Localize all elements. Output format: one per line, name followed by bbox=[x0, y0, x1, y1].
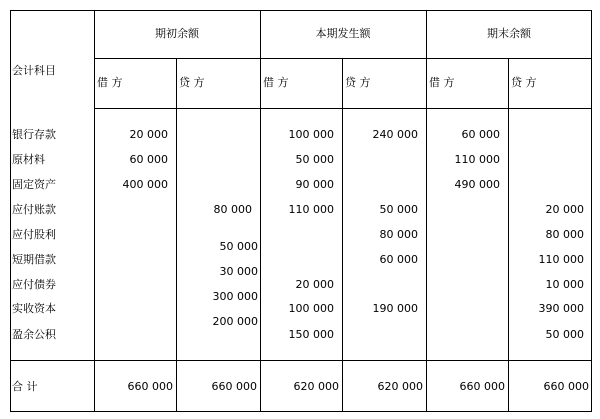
row-rule bbox=[10, 411, 592, 412]
amount-cell: 150 000 bbox=[288, 328, 334, 341]
amount-cell: 20 000 bbox=[129, 128, 168, 141]
subject-label: 应付债券 bbox=[12, 278, 56, 291]
group-header: 期初余额 bbox=[155, 27, 199, 40]
subject-label: 实收资本 bbox=[12, 302, 56, 315]
amount-cell: 110 000 bbox=[288, 203, 334, 216]
amount-cell: 100 000 bbox=[288, 302, 334, 315]
amount-cell: 60 000 bbox=[461, 128, 500, 141]
amount-cell: 60 000 bbox=[379, 253, 418, 266]
total-amount: 660 000 bbox=[543, 380, 589, 393]
amount-cell: 400 000 bbox=[122, 178, 168, 191]
total-amount: 620 000 bbox=[293, 380, 339, 393]
amount-cell: 100 000 bbox=[288, 128, 334, 141]
amount-cell: 50 000 bbox=[379, 203, 418, 216]
subject-label: 应付股利 bbox=[12, 228, 56, 241]
side-header: 借 方 bbox=[429, 76, 455, 89]
row-rule bbox=[10, 10, 592, 11]
subject-label: 盈余公积 bbox=[12, 328, 56, 341]
subject-column-header: 会计科目 bbox=[12, 64, 56, 77]
amount-cell: 50 000 bbox=[219, 240, 258, 253]
row-rule bbox=[10, 360, 592, 361]
side-header: 贷 方 bbox=[179, 76, 205, 89]
amount-cell: 190 000 bbox=[372, 302, 418, 315]
amount-cell: 300 000 bbox=[212, 290, 258, 303]
amount-cell: 240 000 bbox=[372, 128, 418, 141]
ledger-table bbox=[10, 10, 592, 412]
total-amount: 660 000 bbox=[127, 380, 173, 393]
subject-label: 原材料 bbox=[12, 153, 45, 166]
column-rule bbox=[426, 10, 427, 412]
subject-label: 应付账款 bbox=[12, 203, 56, 216]
amount-cell: 60 000 bbox=[129, 153, 168, 166]
group-header: 期末余额 bbox=[487, 27, 531, 40]
total-amount: 660 000 bbox=[459, 380, 505, 393]
amount-cell: 50 000 bbox=[295, 153, 334, 166]
total-amount: 620 000 bbox=[377, 380, 423, 393]
amount-cell: 90 000 bbox=[295, 178, 334, 191]
amount-cell: 200 000 bbox=[212, 315, 258, 328]
subject-label: 银行存款 bbox=[12, 128, 56, 141]
row-rule bbox=[94, 58, 592, 59]
amount-cell: 10 000 bbox=[545, 278, 584, 291]
amount-cell: 50 000 bbox=[545, 328, 584, 341]
column-rule bbox=[94, 10, 95, 412]
subject-label: 固定资产 bbox=[12, 178, 56, 191]
amount-cell: 490 000 bbox=[454, 178, 500, 191]
column-rule bbox=[176, 58, 177, 412]
group-header: 本期发生额 bbox=[315, 27, 371, 40]
total-amount: 660 000 bbox=[211, 380, 257, 393]
column-rule bbox=[10, 10, 11, 412]
amount-cell: 80 000 bbox=[545, 228, 584, 241]
amount-cell: 20 000 bbox=[545, 203, 584, 216]
row-rule bbox=[94, 108, 592, 109]
side-header: 贷 方 bbox=[511, 76, 537, 89]
side-header: 借 方 bbox=[97, 76, 123, 89]
amount-cell: 20 000 bbox=[295, 278, 334, 291]
subject-label: 短期借款 bbox=[12, 253, 56, 266]
side-header: 贷 方 bbox=[345, 76, 371, 89]
side-header: 借 方 bbox=[263, 76, 289, 89]
column-rule bbox=[591, 10, 592, 412]
amount-cell: 30 000 bbox=[219, 265, 258, 278]
amount-cell: 390 000 bbox=[538, 302, 584, 315]
amount-cell: 110 000 bbox=[454, 153, 500, 166]
amount-cell: 80 000 bbox=[213, 203, 252, 216]
amount-cell: 80 000 bbox=[379, 228, 418, 241]
amount-cell: 110 000 bbox=[538, 253, 584, 266]
total-label: 合 计 bbox=[12, 380, 38, 393]
